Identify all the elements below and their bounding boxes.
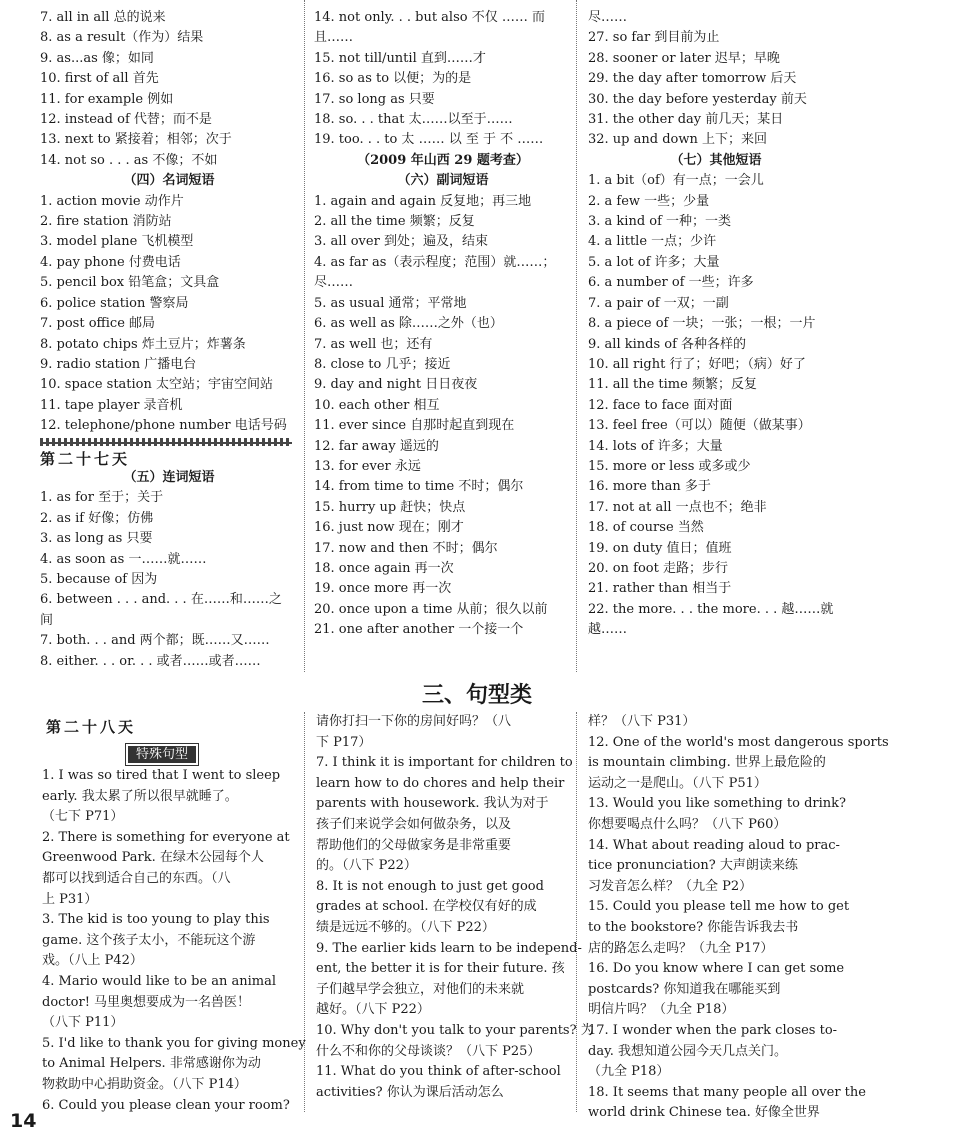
text-line: 10. each other 相互 xyxy=(314,397,440,413)
text-line: 5. as usual 通常；平常地 xyxy=(314,295,467,311)
text-line: 物救助中心捐助资金。（八下 P14） xyxy=(42,1076,247,1092)
text-line: 16. more than 多于 xyxy=(588,479,711,495)
text-line: 5. because of 因为 xyxy=(40,572,158,588)
text-line: 4. as far as（表示程度；范围）就……； xyxy=(314,254,556,270)
page-number: 14 xyxy=(10,1110,37,1132)
text-line: Greenwood Park. 在绿木公园每个人 xyxy=(42,850,264,866)
phrase-list xyxy=(40,488,298,672)
text-line: 1. I was so tired that I went to sleep xyxy=(42,768,281,783)
text-line: world drink Chinese tea. 好像全世界 xyxy=(588,1105,820,1121)
text-line: 14. What about reading aloud to prac- xyxy=(588,837,840,853)
text-line: 6. police station 警察局 xyxy=(40,295,189,311)
text-line: 2. a few 一些；少量 xyxy=(588,193,710,209)
text-line: 7. post office 邮局 xyxy=(40,316,156,332)
text-line: 习发音怎么样？（九全 P2） xyxy=(588,878,753,894)
text-line: 28. sooner or later 迟早；早晚 xyxy=(588,50,780,66)
column-divider xyxy=(576,712,577,1112)
phrase-list xyxy=(40,192,298,437)
text-line: 14. lots of 许多；大量 xyxy=(588,438,723,454)
text-line: 你想要喝点什么吗？（八下 P60） xyxy=(588,816,787,832)
text-line: 12. One of the world's most dangerous sports xyxy=(588,734,889,750)
section-heading: （六）副词短语 xyxy=(397,173,489,189)
text-line: 9. day and night 日日夜夜 xyxy=(314,377,478,393)
text-line: to the bookstore? 你能告诉我去书 xyxy=(588,919,799,935)
text-line: tice pronunciation? 大声朗读来练 xyxy=(588,858,798,874)
text-line: 孩子们来说学会如何做杂务，以及 xyxy=(316,816,512,832)
text-line: 16. so as to 以便；为的是 xyxy=(314,71,472,87)
text-line: 20. on foot 走路；步行 xyxy=(588,560,728,576)
phrase-list xyxy=(40,8,298,171)
text-line: 12. face to face 面对面 xyxy=(588,397,733,413)
text-line: 6. as well as 除……之外（也） xyxy=(314,316,503,332)
text-line: 14. from time to time 不时；偶尔 xyxy=(314,479,524,495)
text-line: 17. now and then 不时；偶尔 xyxy=(314,540,498,556)
text-line: 12. telephone/phone number 电话号码 xyxy=(40,418,287,434)
column-divider xyxy=(304,712,305,1112)
text-line: 5. pencil box 铅笔盒；文具盒 xyxy=(40,275,220,291)
text-line: 且…… xyxy=(314,30,354,46)
text-line: early. 我太累了所以很早就睡了。 xyxy=(42,788,238,804)
text-line: 19. too. . . to 太 …… 以 至 于 不 …… xyxy=(314,132,544,148)
phrase-list xyxy=(314,8,572,151)
text-line: 都可以找到适合自己的东西。（八 xyxy=(42,870,231,886)
text-line: 6. between . . . and. . . 在……和……之 xyxy=(40,592,282,608)
text-line: 12. far away 遥远的 xyxy=(314,438,439,454)
text-line: 8. as a result（作为）结果 xyxy=(40,30,204,46)
text-line: 店的路怎么走吗？（九全 P17） xyxy=(588,940,774,956)
text-line: 16. just now 现在；刚才 xyxy=(314,520,464,536)
text-line: 戏。（八上 P42） xyxy=(42,953,143,969)
section-heading: （七）其他短语 xyxy=(670,152,762,168)
text-line: 11. for example 例如 xyxy=(40,91,174,107)
text-line: 3. The kid is too young to play this xyxy=(42,912,270,928)
text-line: 18. so. . . that 太……以至于…… xyxy=(314,112,513,128)
text-line: 8. close to 几乎；接近 xyxy=(314,356,451,372)
text-line: parents with housework. 我认为对于 xyxy=(316,796,549,812)
text-line: 30. the day before yesterday 前天 xyxy=(588,91,807,107)
text-line: activities? 你认为课后活动怎么 xyxy=(316,1084,504,1100)
text-line: 间 xyxy=(40,612,54,628)
text-line: 5. I'd like to thank you for giving money xyxy=(42,1035,306,1051)
text-line: 10. all right 行了；好吧；（病）好了 xyxy=(588,356,806,372)
text-line: 越好。（八下 P22） xyxy=(316,1002,430,1018)
text-line: 绩是远远不够的。（八下 P22） xyxy=(316,919,495,935)
text-line: 10. first of all 首先 xyxy=(40,71,159,87)
text-line: 19. once more 再一次 xyxy=(314,581,452,597)
text-line: 4. pay phone 付费电话 xyxy=(40,254,181,270)
text-line: 下 P17） xyxy=(316,734,372,750)
text-line: 7. all in all 总的说来 xyxy=(40,10,166,25)
text-line: 4. Mario would like to be an animal xyxy=(42,973,276,989)
day-title: 第二十七天 xyxy=(40,450,131,468)
text-line: 尽…… xyxy=(314,275,354,291)
text-line: 1. a bit（of）有一点；一会儿 xyxy=(588,173,764,189)
text-line: 15. hurry up 赶快；快点 xyxy=(314,499,466,515)
column-1-lower xyxy=(40,468,298,672)
text-line: 11. all the time 频繁；反复 xyxy=(588,377,757,393)
text-line: 子们越早学会独立，对他们的未来就 xyxy=(316,981,525,997)
phrase-list xyxy=(588,171,844,640)
text-line: 17. not at all 一点也不；绝非 xyxy=(588,499,767,515)
column-divider xyxy=(304,0,305,672)
text-line: 22. the more. . . the more. . . 越……就 xyxy=(588,601,834,617)
text-line: 10. space station 太空站；宇宙空间站 xyxy=(40,377,274,393)
text-line: 5. a lot of 许多；大量 xyxy=(588,254,720,270)
text-line: 20. once upon a time 从前；很久以前 xyxy=(314,601,548,617)
text-line: 21. rather than 相当于 xyxy=(588,581,732,597)
text-line: 21. one after another 一个接一个 xyxy=(314,622,524,638)
text-line: grades at school. 在学校仅有好的成 xyxy=(316,899,537,915)
text-line: 8. a piece of 一块；一张；一根；一片 xyxy=(588,316,816,332)
text-line: 15. more or less 或多或少 xyxy=(588,458,751,474)
text-line: 16. Do you know where I can get some xyxy=(588,961,845,977)
section-heading: （五）连词短语 xyxy=(123,470,215,485)
text-line: 8. either. . . or. . . 或者……或者…… xyxy=(40,653,261,669)
text-line: ent, the better it is for their future. 孩 xyxy=(316,961,565,977)
text-line: 请你打扫一下你的房间好吗？（八 xyxy=(316,714,512,729)
text-line: （八下 P11） xyxy=(42,1015,124,1031)
text-line: 7. as well 也；还有 xyxy=(314,336,433,352)
text-line: 15. not till/until 直到……才 xyxy=(314,50,486,66)
text-line: 上 P31） xyxy=(42,891,98,907)
text-line: doctor! 马里奥想要成为一名兽医！ xyxy=(42,994,251,1010)
text-line: 15. Could you please tell me how to get xyxy=(588,899,850,915)
text-line: 18. It seems that many people all over the xyxy=(588,1084,866,1100)
text-line: 32. up and down 上下；来回 xyxy=(588,132,767,148)
text-line: 6. a number of 一些；许多 xyxy=(588,275,754,291)
phrase-list xyxy=(314,192,572,641)
text-line: 11. tape player 录音机 xyxy=(40,397,183,413)
text-line: 2. fire station 消防站 xyxy=(40,214,172,230)
text-line: 11. ever since 自那时起直到现在 xyxy=(314,418,515,434)
text-line: 样？（八下 P31） xyxy=(588,714,696,729)
text-line: （九全 P18） xyxy=(588,1064,670,1080)
text-line: 3. a kind of 一种；一类 xyxy=(588,214,732,230)
text-line: 11. What do you think of after-school xyxy=(316,1064,561,1080)
text-line: 4. a little 一点；少许 xyxy=(588,234,717,250)
text-line: 7. I think it is important for children to xyxy=(316,755,573,771)
day-title: 第二十八天 xyxy=(46,718,137,736)
text-line: 2. There is something for everyone at xyxy=(42,829,290,845)
text-line: 29. the day after tomorrow 后天 xyxy=(588,71,797,87)
text-line: 13. Would you like something to drink? xyxy=(588,796,846,812)
sentence-column-1 xyxy=(42,766,306,1116)
text-line: 1. action movie 动作片 xyxy=(40,193,184,209)
sentence-column-2 xyxy=(316,712,594,1103)
text-line: 2. all the time 频繁；反复 xyxy=(314,214,475,230)
text-line: to Animal Helpers. 非常感谢你为动 xyxy=(42,1056,261,1072)
text-line: 17. so long as 只要 xyxy=(314,91,435,107)
wavy-divider xyxy=(40,438,292,446)
text-line: 9. radio station 广播电台 xyxy=(40,356,197,372)
text-line: 19. on duty 值日；值班 xyxy=(588,540,732,556)
text-line: 12. instead of 代替；而不是 xyxy=(40,112,212,128)
section-heading: （四）名词短语 xyxy=(123,173,215,189)
text-line: 8. potato chips 炸土豆片；炸薯条 xyxy=(40,336,246,352)
text-line: 13. next to 紧接着；相邻；次于 xyxy=(40,132,232,148)
column-1 xyxy=(40,8,298,437)
exam-note: （2009 年山西 29 题考查） xyxy=(357,152,529,168)
text-line: 8. It is not enough to just get good xyxy=(316,878,544,894)
text-line: 14. not only. . . but also 不仅 …… 而 xyxy=(314,10,545,25)
section-title: 三、句型类 xyxy=(421,683,532,708)
column-divider xyxy=(576,0,577,672)
text-line: 越…… xyxy=(588,622,628,638)
text-line: 9. all kinds of 各种各样的 xyxy=(588,336,747,352)
text-line: 18. of course 当然 xyxy=(588,520,704,536)
text-line: 7. both. . . and 两个都；既……又…… xyxy=(40,633,270,649)
text-line: learn how to do chores and help their xyxy=(316,775,565,791)
column-3 xyxy=(588,8,844,641)
text-line: 27. so far 到目前为止 xyxy=(588,30,720,46)
text-line: 31. the other day 前几天；某日 xyxy=(588,112,784,128)
text-line: 3. model plane 飞机模型 xyxy=(40,234,194,250)
text-line: 1. again and again 反复地；再三地 xyxy=(314,193,532,209)
text-line: game. 这个孩子太小，不能玩这个游 xyxy=(42,932,256,948)
text-line: 13. for ever 永远 xyxy=(314,458,421,474)
text-line: 3. all over 到处；遍及，结束 xyxy=(314,234,488,250)
text-line: 9. as...as 像；如同 xyxy=(40,50,154,66)
text-line: 10. Why don't you talk to your parents? 为 xyxy=(316,1022,594,1038)
column-2 xyxy=(314,8,572,641)
special-sentence-badge: 特殊句型 xyxy=(126,744,198,765)
text-line: 7. a pair of 一双；一副 xyxy=(588,295,729,311)
text-line: 18. once again 再一次 xyxy=(314,560,454,576)
text-line: postcards? 你知道我在哪能买到 xyxy=(588,981,781,997)
sentence-column-3 xyxy=(588,712,889,1124)
text-line: 13. feel free（可以）随便（做某事） xyxy=(588,418,811,434)
text-line: 1. as for 至于；关于 xyxy=(40,490,164,506)
text-line: （七下 P71） xyxy=(42,809,124,825)
text-line: 运动之一是爬山。（八下 P51） xyxy=(588,775,767,791)
text-line: 2. as if 好像；仿佛 xyxy=(40,510,154,526)
text-line: 尽…… xyxy=(588,10,628,25)
text-line: 14. not so . . . as 不像；不如 xyxy=(40,152,218,168)
text-line: 的。（八下 P22） xyxy=(316,858,417,874)
text-line: 17. I wonder when the park closes to- xyxy=(588,1022,838,1038)
text-line: 什么不和你的父母谈谈？（八下 P25） xyxy=(316,1043,541,1059)
text-line: day. 我想知道公园今天几点关门。 xyxy=(588,1043,787,1059)
text-line: 3. as long as 只要 xyxy=(40,531,153,547)
badge-wrap xyxy=(126,743,198,765)
text-line: 4. as soon as 一……就…… xyxy=(40,551,207,567)
text-line: 6. Could you please clean your room? xyxy=(42,1097,290,1113)
text-line: 9. The earlier kids learn to be independ- xyxy=(316,940,582,956)
text-line: 明信片吗？（九全 P18） xyxy=(588,1002,735,1018)
text-line: 帮助他们的父母做家务是非常重要 xyxy=(316,837,512,853)
text-line: is mountain climbing. 世界上最危险的 xyxy=(588,755,826,771)
phrase-list xyxy=(588,8,844,151)
